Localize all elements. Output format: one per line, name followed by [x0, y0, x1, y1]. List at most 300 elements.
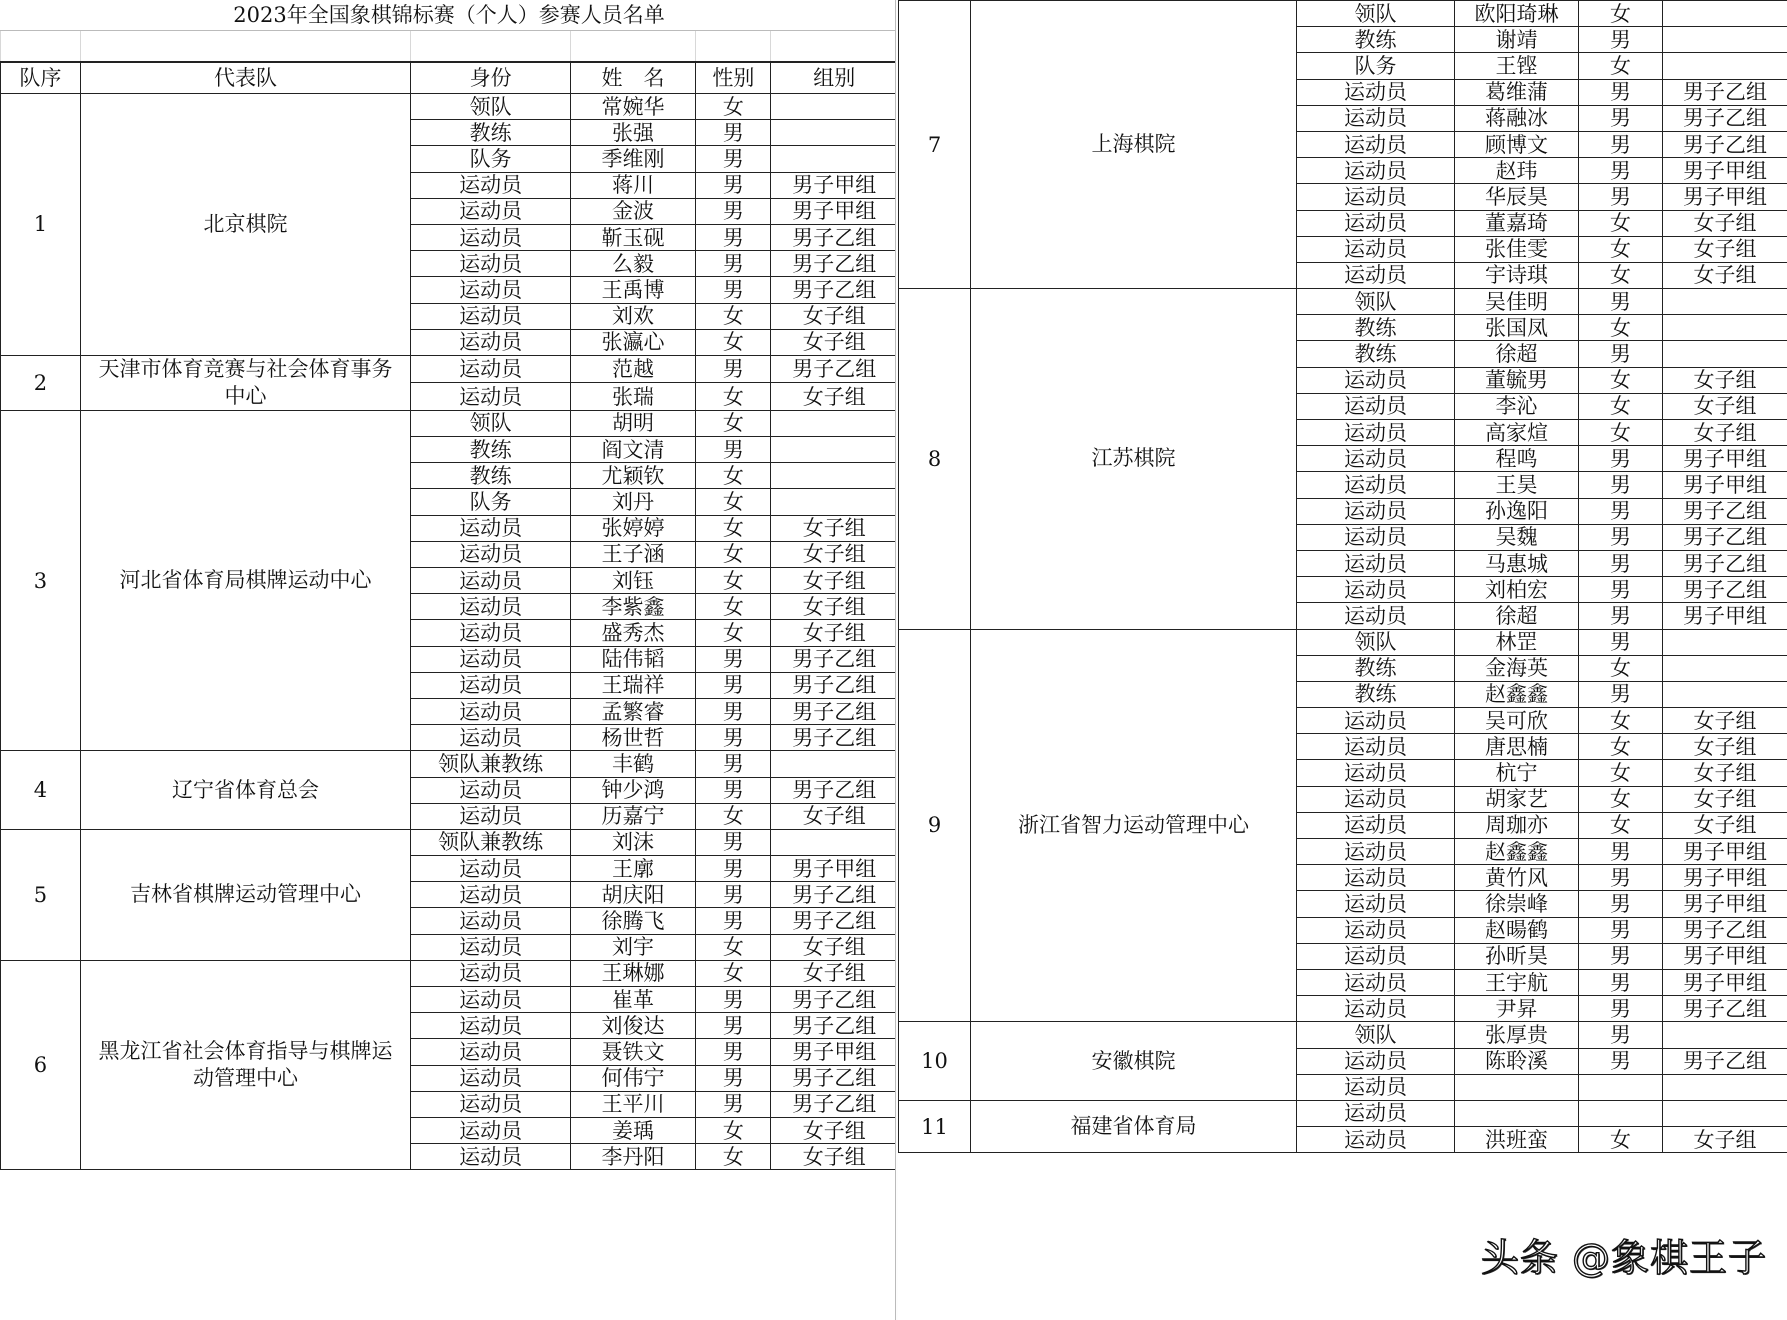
member-role: 运动员: [1297, 577, 1455, 603]
member-gender: 女: [1579, 734, 1663, 760]
member-gender: 男: [696, 172, 771, 198]
member-role: 运动员: [411, 1039, 571, 1065]
member-name: 徐超: [1455, 341, 1579, 367]
member-gender: 女: [1579, 1, 1663, 27]
member-group: 女子组: [771, 383, 898, 411]
member-group: 男子甲组: [1663, 472, 1787, 498]
member-group: [1663, 1100, 1787, 1126]
member-name: 丰鹤: [570, 751, 695, 777]
member-group: [1663, 315, 1787, 341]
member-role: 运动员: [1297, 891, 1455, 917]
member-name: 刘宇: [570, 934, 695, 960]
member-name: 王禹博: [570, 277, 695, 303]
member-group: 女子组: [1663, 786, 1787, 812]
member-role: 运动员: [1297, 734, 1455, 760]
member-name: 赵鑫鑫: [1455, 681, 1579, 707]
member-group: 女子组: [1663, 1127, 1787, 1153]
member-gender: 男: [1579, 289, 1663, 315]
team-name: 安徽棋院: [971, 1022, 1297, 1101]
member-role: 运动员: [1297, 79, 1455, 105]
member-name: 姜瑀: [570, 1117, 695, 1143]
member-group: 男子乙组: [771, 1065, 898, 1091]
member-group: [771, 410, 898, 436]
member-group: [1663, 1074, 1787, 1100]
member-group: [771, 751, 898, 777]
member-role: 运动员: [1297, 158, 1455, 184]
member-name: 刘沫: [570, 829, 695, 855]
member-name: 吴可欣: [1455, 708, 1579, 734]
member-role: 运动员: [1297, 839, 1455, 865]
member-name: 李沁: [1455, 393, 1579, 419]
member-name: 吴佳明: [1455, 289, 1579, 315]
member-name: 王子涵: [570, 541, 695, 567]
member-name: [1455, 1074, 1579, 1100]
team-seq: 4: [1, 751, 81, 830]
header-name: 姓 名: [570, 62, 695, 94]
member-name: 王宇航: [1455, 969, 1579, 995]
member-role: 教练: [411, 120, 571, 146]
member-group: 男子乙组: [771, 908, 898, 934]
member-name: 徐腾飞: [570, 908, 695, 934]
member-role: 运动员: [1297, 184, 1455, 210]
member-group: 男子乙组: [771, 646, 898, 672]
member-role: 运动员: [1297, 708, 1455, 734]
member-group: 女子组: [1663, 708, 1787, 734]
member-gender: 女: [696, 515, 771, 541]
member-role: 运动员: [411, 541, 571, 567]
member-group: 男子甲组: [1663, 184, 1787, 210]
team-name: 北京棋院: [80, 94, 411, 356]
member-name: 张国凤: [1455, 315, 1579, 341]
right-sheet: [898, 0, 1787, 1320]
member-gender: 男: [696, 1013, 771, 1039]
member-gender: 男: [696, 646, 771, 672]
team-seq: 10: [899, 1022, 971, 1101]
member-group: 女子组: [771, 329, 898, 355]
member-name: 崔革: [570, 987, 695, 1013]
member-name: 刘钰: [570, 568, 695, 594]
member-group: 男子乙组: [771, 882, 898, 908]
member-role: 运动员: [1297, 446, 1455, 472]
table-row: [1, 960, 898, 986]
member-role: 运动员: [1297, 603, 1455, 629]
member-name: 刘丹: [570, 489, 695, 515]
member-gender: 男: [1579, 603, 1663, 629]
member-name: 马惠城: [1455, 550, 1579, 576]
member-gender: 男: [1579, 472, 1663, 498]
team-seq: 8: [899, 289, 971, 629]
member-group: 女子组: [1663, 262, 1787, 288]
team-name: 吉林省棋牌运动管理中心: [80, 829, 411, 960]
member-name: 董毓男: [1455, 367, 1579, 393]
team-name: 辽宁省体育总会: [80, 751, 411, 830]
roster-table-right: [898, 0, 1787, 1153]
header-row: [1, 62, 898, 94]
member-gender: 男: [696, 829, 771, 855]
table-row: [899, 1, 1787, 27]
member-name: 金波: [570, 198, 695, 224]
member-role: 运动员: [411, 672, 571, 698]
member-name: 蒋川: [570, 172, 695, 198]
member-name: 李紫鑫: [570, 594, 695, 620]
member-role: 运动员: [1297, 393, 1455, 419]
member-role: 运动员: [411, 856, 571, 882]
member-name: 程鸣: [1455, 446, 1579, 472]
member-name: 葛维蒲: [1455, 79, 1579, 105]
member-name: 黄竹风: [1455, 865, 1579, 891]
member-name: 张强: [570, 120, 695, 146]
table-row: [899, 1100, 1787, 1126]
member-name: 常婉华: [570, 94, 695, 120]
member-role: 运动员: [411, 568, 571, 594]
member-role: 领队: [411, 94, 571, 120]
member-group: 女子组: [771, 1144, 898, 1170]
member-name: 高家煊: [1455, 420, 1579, 446]
member-group: 女子组: [771, 934, 898, 960]
member-group: [771, 94, 898, 120]
table-row: [1, 94, 898, 120]
member-name: 何伟宁: [570, 1065, 695, 1091]
member-name: 顾博文: [1455, 131, 1579, 157]
member-role: 运动员: [411, 383, 571, 411]
member-role: 运动员: [1297, 996, 1455, 1022]
member-name: 钟少鸿: [570, 777, 695, 803]
member-role: 运动员: [411, 987, 571, 1013]
member-group: 女子组: [1663, 760, 1787, 786]
member-group: 男子甲组: [1663, 969, 1787, 995]
member-group: 男子乙组: [771, 672, 898, 698]
sheet-title: 2023年全国象棋锦标赛（个人）参赛人员名单: [1, 0, 898, 31]
member-role: 运动员: [411, 1013, 571, 1039]
member-gender: 男: [696, 1039, 771, 1065]
member-name: 华辰昊: [1455, 184, 1579, 210]
member-name: 张厚贵: [1455, 1022, 1579, 1048]
member-group: 女子组: [771, 594, 898, 620]
team-name: 黑龙江省社会体育指导与棋牌运动管理中心: [80, 960, 411, 1170]
member-group: 男子甲组: [771, 856, 898, 882]
member-name: 王昊: [1455, 472, 1579, 498]
member-role: 运动员: [411, 777, 571, 803]
member-name: 刘俊达: [570, 1013, 695, 1039]
member-name: 张瑞: [570, 383, 695, 411]
member-name: 尹昇: [1455, 996, 1579, 1022]
member-gender: 女: [696, 541, 771, 567]
member-role: 教练: [1297, 681, 1455, 707]
member-role: 教练: [411, 463, 571, 489]
member-role: 运动员: [1297, 498, 1455, 524]
member-gender: 男: [696, 277, 771, 303]
member-gender: 女: [696, 410, 771, 436]
team-name: 河北省体育局棋牌运动中心: [80, 410, 411, 750]
member-group: 男子乙组: [771, 698, 898, 724]
member-gender: 女: [1579, 708, 1663, 734]
member-gender: 男: [1579, 79, 1663, 105]
member-group: 男子乙组: [1663, 1048, 1787, 1074]
member-name: 胡明: [570, 410, 695, 436]
member-group: 男子乙组: [1663, 524, 1787, 550]
member-name: 靳玉砚: [570, 224, 695, 250]
member-group: [1663, 655, 1787, 681]
member-gender: 男: [696, 725, 771, 751]
member-role: 运动员: [1297, 865, 1455, 891]
member-role: 队务: [411, 489, 571, 515]
member-group: 男子乙组: [771, 1013, 898, 1039]
member-name: 胡家艺: [1455, 786, 1579, 812]
member-group: 女子组: [771, 1117, 898, 1143]
header-gender: 性别: [696, 62, 771, 94]
member-group: 男子乙组: [771, 987, 898, 1013]
member-group: 男子甲组: [1663, 839, 1787, 865]
member-gender: 女: [696, 303, 771, 329]
member-gender: 男: [1579, 891, 1663, 917]
member-role: 运动员: [1297, 262, 1455, 288]
team-name: 天津市体育竞赛与社会体育事务中心: [80, 355, 411, 410]
header-role: 身份: [411, 62, 571, 94]
member-role: 运动员: [1297, 210, 1455, 236]
member-role: 教练: [1297, 315, 1455, 341]
member-name: 徐崇峰: [1455, 891, 1579, 917]
member-group: 男子乙组: [1663, 917, 1787, 943]
member-gender: 男: [1579, 1048, 1663, 1074]
member-name: 张瀛心: [570, 329, 695, 355]
member-role: 运动员: [411, 1144, 571, 1170]
member-group: 女子组: [771, 541, 898, 567]
member-role: 运动员: [1297, 1048, 1455, 1074]
member-group: 女子组: [771, 568, 898, 594]
member-role: 运动员: [1297, 550, 1455, 576]
member-group: [771, 829, 898, 855]
member-role: 队务: [1297, 53, 1455, 79]
member-gender: 男: [696, 1091, 771, 1117]
member-group: 男子乙组: [771, 725, 898, 751]
member-role: 运动员: [411, 172, 571, 198]
member-name: 历嘉宁: [570, 803, 695, 829]
member-gender: 女: [696, 1144, 771, 1170]
table-row: [899, 629, 1787, 655]
member-gender: 女: [696, 489, 771, 515]
member-name: 赵鑫鑫: [1455, 839, 1579, 865]
member-gender: 女: [1579, 53, 1663, 79]
member-role: 领队: [1297, 629, 1455, 655]
member-role: 运动员: [411, 251, 571, 277]
member-name: 范越: [570, 355, 695, 383]
member-name: 杨世哲: [570, 725, 695, 751]
member-role: 运动员: [411, 224, 571, 250]
member-gender: 男: [696, 1065, 771, 1091]
member-gender: 男: [696, 198, 771, 224]
member-name: 王琳娜: [570, 960, 695, 986]
roster-table-left: [0, 0, 898, 1170]
member-gender: 男: [696, 437, 771, 463]
member-gender: 女: [1579, 812, 1663, 838]
member-name: 赵玮: [1455, 158, 1579, 184]
member-name: 么毅: [570, 251, 695, 277]
team-name: 浙江省智力运动管理中心: [971, 629, 1297, 1022]
member-role: 运动员: [1297, 472, 1455, 498]
member-gender: 女: [1579, 1127, 1663, 1153]
member-name: [1455, 1100, 1579, 1126]
member-group: 女子组: [1663, 367, 1787, 393]
member-name: 周珈亦: [1455, 812, 1579, 838]
member-gender: 男: [1579, 969, 1663, 995]
member-gender: 男: [1579, 184, 1663, 210]
member-gender: 男: [1579, 943, 1663, 969]
member-group: [1663, 1022, 1787, 1048]
member-group: [1663, 1, 1787, 27]
member-role: 运动员: [411, 646, 571, 672]
member-group: 女子组: [771, 803, 898, 829]
team-seq: 7: [899, 1, 971, 289]
header-team: 代表队: [80, 62, 411, 94]
member-gender: 女: [696, 620, 771, 646]
member-group: 女子组: [1663, 420, 1787, 446]
member-role: 运动员: [1297, 1127, 1455, 1153]
member-gender: 男: [696, 856, 771, 882]
member-name: 林罡: [1455, 629, 1579, 655]
member-gender: 女: [1579, 315, 1663, 341]
member-name: 陆伟韬: [570, 646, 695, 672]
member-gender: 男: [696, 751, 771, 777]
member-gender: 女: [696, 463, 771, 489]
member-group: [1663, 681, 1787, 707]
member-group: 女子组: [1663, 210, 1787, 236]
member-role: 运动员: [1297, 236, 1455, 262]
member-gender: 男: [696, 987, 771, 1013]
member-gender: 男: [1579, 498, 1663, 524]
member-group: 男子乙组: [771, 355, 898, 383]
member-name: 刘欢: [570, 303, 695, 329]
member-gender: 男: [1579, 629, 1663, 655]
member-role: 运动员: [411, 515, 571, 541]
member-gender: 男: [1579, 105, 1663, 131]
member-group: 男子甲组: [1663, 158, 1787, 184]
blank-row: [1, 31, 898, 63]
member-gender: 男: [1579, 917, 1663, 943]
member-gender: 女: [696, 383, 771, 411]
member-gender: 女: [1579, 367, 1663, 393]
member-name: 季维刚: [570, 146, 695, 172]
member-gender: 男: [696, 908, 771, 934]
member-group: 男子甲组: [771, 198, 898, 224]
team-seq: 3: [1, 410, 81, 750]
member-name: 王廓: [570, 856, 695, 882]
member-gender: 男: [696, 882, 771, 908]
table-row: [1, 355, 898, 383]
member-group: 女子组: [1663, 812, 1787, 838]
member-group: 男子乙组: [771, 777, 898, 803]
member-group: 男子乙组: [1663, 550, 1787, 576]
member-group: 男子乙组: [771, 1091, 898, 1117]
member-name: 胡庆阳: [570, 882, 695, 908]
team-name: 福建省体育局: [971, 1100, 1297, 1152]
member-group: 男子甲组: [771, 1039, 898, 1065]
member-group: 男子乙组: [1663, 577, 1787, 603]
member-role: 运动员: [1297, 917, 1455, 943]
member-name: 金海英: [1455, 655, 1579, 681]
member-gender: 男: [696, 120, 771, 146]
member-role: 运动员: [1297, 760, 1455, 786]
member-role: 运动员: [411, 1065, 571, 1091]
member-role: 教练: [1297, 341, 1455, 367]
table-row: [1, 410, 898, 436]
member-role: 运动员: [411, 277, 571, 303]
member-name: 吴魏: [1455, 524, 1579, 550]
member-gender: 女: [1579, 236, 1663, 262]
member-role: 运动员: [1297, 524, 1455, 550]
member-gender: 男: [1579, 996, 1663, 1022]
member-name: 陈聆溪: [1455, 1048, 1579, 1074]
table-row: [1, 829, 898, 855]
member-gender: 女: [696, 94, 771, 120]
member-role: 运动员: [411, 725, 571, 751]
team-seq: 2: [1, 355, 81, 410]
member-gender: 女: [696, 803, 771, 829]
member-role: 运动员: [1297, 943, 1455, 969]
member-role: 运动员: [411, 803, 571, 829]
member-name: 孟繁睿: [570, 698, 695, 724]
member-role: 运动员: [411, 303, 571, 329]
member-role: 运动员: [411, 355, 571, 383]
member-name: 张佳雯: [1455, 236, 1579, 262]
member-role: 运动员: [1297, 420, 1455, 446]
team-name: 江苏棋院: [971, 289, 1297, 629]
member-role: 运动员: [1297, 131, 1455, 157]
member-group: 男子甲组: [1663, 943, 1787, 969]
table-row: [899, 289, 1787, 315]
member-group: 男子乙组: [1663, 105, 1787, 131]
member-role: 领队: [1297, 1, 1455, 27]
member-gender: 男: [1579, 839, 1663, 865]
member-group: 男子甲组: [1663, 891, 1787, 917]
member-name: 张婷婷: [570, 515, 695, 541]
member-group: 女子组: [771, 515, 898, 541]
member-group: [771, 463, 898, 489]
member-gender: 男: [1579, 577, 1663, 603]
member-group: [771, 489, 898, 515]
team-seq: 6: [1, 960, 81, 1170]
member-gender: 男: [696, 672, 771, 698]
watermark: 头条 @象棋王子: [1480, 1236, 1767, 1280]
member-name: 李丹阳: [570, 1144, 695, 1170]
member-role: 运动员: [411, 908, 571, 934]
member-gender: 女: [696, 934, 771, 960]
member-gender: [1579, 1074, 1663, 1100]
member-group: [1663, 53, 1787, 79]
member-role: 领队: [1297, 1022, 1455, 1048]
member-gender: 女: [696, 329, 771, 355]
member-gender: 男: [696, 251, 771, 277]
team-seq: 1: [1, 94, 81, 356]
member-gender: 女: [1579, 420, 1663, 446]
member-role: 领队兼教练: [411, 829, 571, 855]
member-role: 领队: [1297, 289, 1455, 315]
member-gender: 男: [696, 224, 771, 250]
member-role: 运动员: [411, 594, 571, 620]
member-role: 领队兼教练: [411, 751, 571, 777]
member-group: 男子乙组: [771, 251, 898, 277]
member-role: 运动员: [1297, 1074, 1455, 1100]
member-gender: 男: [1579, 681, 1663, 707]
member-gender: 男: [1579, 1022, 1663, 1048]
member-name: 孙逸阳: [1455, 498, 1579, 524]
member-name: 刘柏宏: [1455, 577, 1579, 603]
member-name: 谢靖: [1455, 27, 1579, 53]
table-row: [899, 1022, 1787, 1048]
member-group: 男子乙组: [771, 277, 898, 303]
member-group: 女子组: [771, 620, 898, 646]
team-seq: 9: [899, 629, 971, 1022]
member-gender: 男: [696, 355, 771, 383]
